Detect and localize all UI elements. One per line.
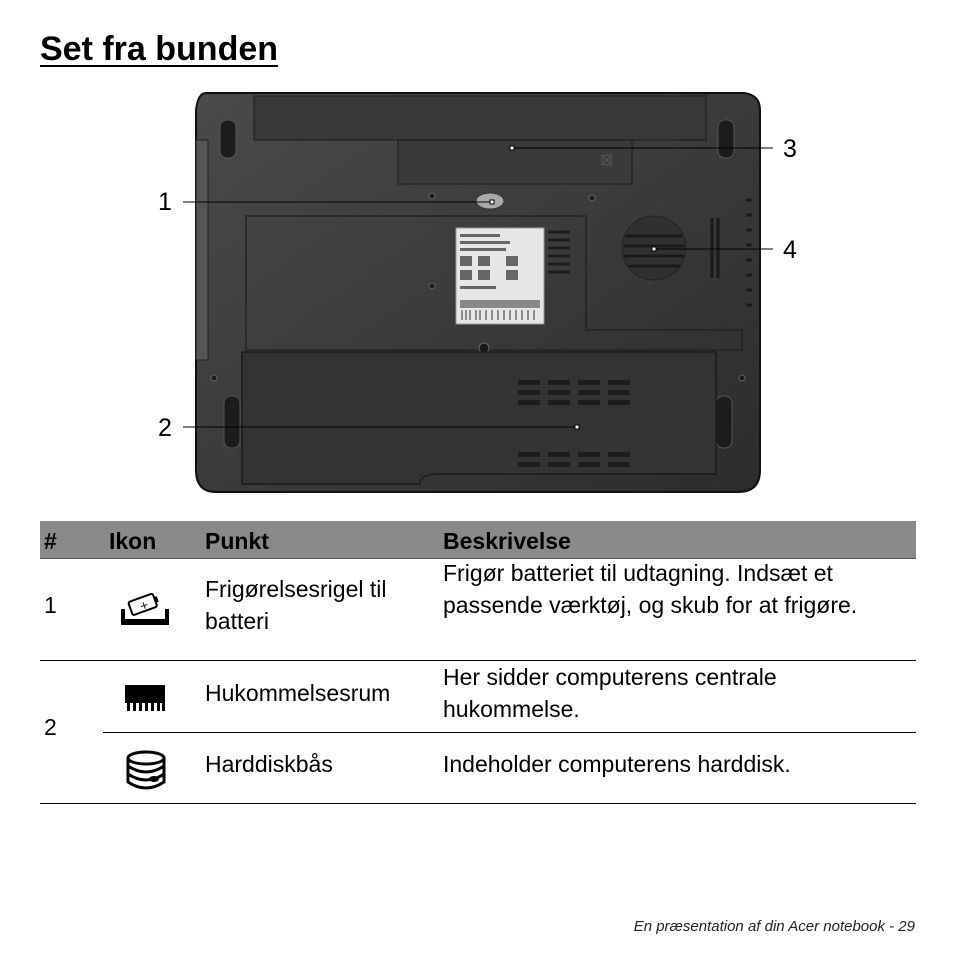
row1-item: Frigørelsesrigel til batteri (205, 576, 387, 634)
page-footer: En præsentation af din Acer notebook - 29 (633, 918, 915, 935)
memory-hdd-cover (242, 352, 716, 484)
svg-text:+: + (137, 597, 151, 614)
row2-divider (103, 732, 916, 733)
header-icon: Ikon (109, 528, 157, 554)
row1-num: 1 (44, 592, 57, 618)
callout-4: 4 (783, 236, 797, 264)
row3-item: Harddiskbås (205, 751, 333, 777)
battery-pack (254, 96, 706, 140)
row2-num: 2 (44, 714, 57, 740)
row2-desc: Her sidder computerens centrale hukommelse. (443, 664, 777, 722)
table-bottom-rule (40, 803, 916, 804)
hard-disk-icon (124, 749, 168, 793)
components-table (40, 521, 916, 777)
callout-3: 3 (783, 135, 797, 163)
table-header (40, 521, 916, 559)
page-title: Set fra bunden (40, 30, 279, 68)
memory-icon (124, 683, 166, 715)
row3-desc: Indeholder computerens harddisk. (443, 751, 791, 777)
callout-1: 1 (158, 188, 172, 216)
battery-release-icon (120, 589, 170, 629)
header-desc: Beskrivelse (443, 528, 571, 554)
header-num: # (44, 528, 57, 554)
callout-2: 2 (158, 414, 172, 442)
header-item: Punkt (205, 528, 269, 554)
row1-desc: Frigør batteriet til udtagning. Indsæt et passende værktøj, og skub for at frigøre. (443, 560, 858, 618)
row2-item: Hukommelsesrum (205, 680, 391, 706)
svg-text:⊠: ⊠ (600, 150, 614, 169)
